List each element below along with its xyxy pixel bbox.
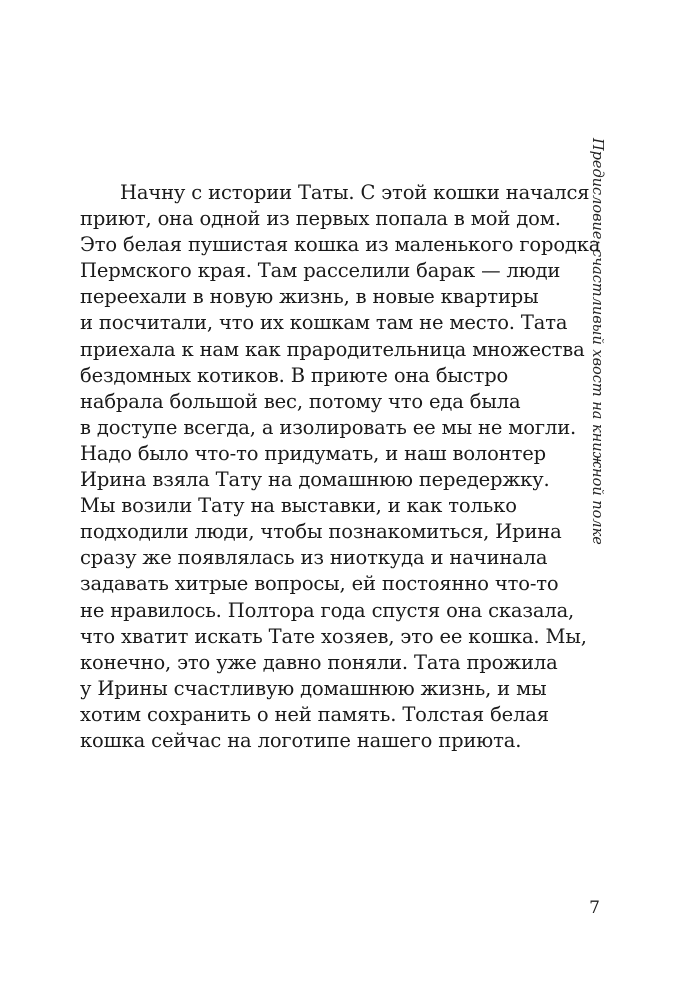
paragraph-line: Это белая пушистая кошка из маленького городка	[80, 233, 601, 257]
paragraph-line: что хватит искать Тате хозяев, это ее кошка. Мы,	[80, 624, 587, 648]
running-head: Предисловие: счастливый хвост на книжной полке	[589, 138, 605, 545]
paragraph-line: у Ирины счастливую домашнюю жизнь, и мы	[80, 676, 547, 700]
paragraph-line: задавать хитрые вопросы, ей постоянно что-то	[80, 572, 559, 596]
paragraph-line: приют, она одной из первых попала в мой дом.	[80, 207, 561, 231]
paragraph-line: Ирина взяла Тату на домашнюю передержку.	[80, 468, 550, 492]
paragraph-line: Мы возили Тату на выставки, и как только	[80, 494, 517, 518]
paragraph-line: Пермского края. Там расселили барак — люди	[80, 259, 561, 283]
paragraph-line: набрала большой вес, потому что еда была	[80, 389, 521, 413]
paragraph-line: переехали в новую жизнь, в новые квартиры	[80, 285, 539, 309]
paragraph-line: не нравилось. Полтора года спустя она сказала,	[80, 598, 575, 622]
paragraph-line: кошка сейчас на логотипе нашего приюта.	[80, 728, 522, 752]
page-number: 7	[589, 898, 600, 918]
paragraph-line: Начну с истории Таты. С этой кошки начался	[120, 181, 590, 204]
paragraph-line: и посчитали, что их кошкам там не место. Тата	[80, 311, 568, 335]
paragraph-line: сразу же появлялась из ниоткуда и начинала	[80, 546, 548, 570]
paragraph-line: конечно, это уже давно поняли. Тата прожила	[80, 650, 558, 674]
paragraph-line: хотим сохранить о ней память. Толстая белая	[80, 702, 549, 726]
paragraph-line: бездомных котиков. В приюте она быстро	[80, 363, 509, 387]
paragraph-line: в доступе всегда, а изолировать ее мы не могли.	[80, 415, 577, 439]
paragraph-line: подходили люди, чтобы познакомиться, Ирина	[80, 520, 562, 544]
paragraph-line: Надо было что-то придумать, и наш волонтер	[80, 441, 546, 465]
paragraph-line: приехала к нам как прародительница множества	[80, 337, 585, 361]
